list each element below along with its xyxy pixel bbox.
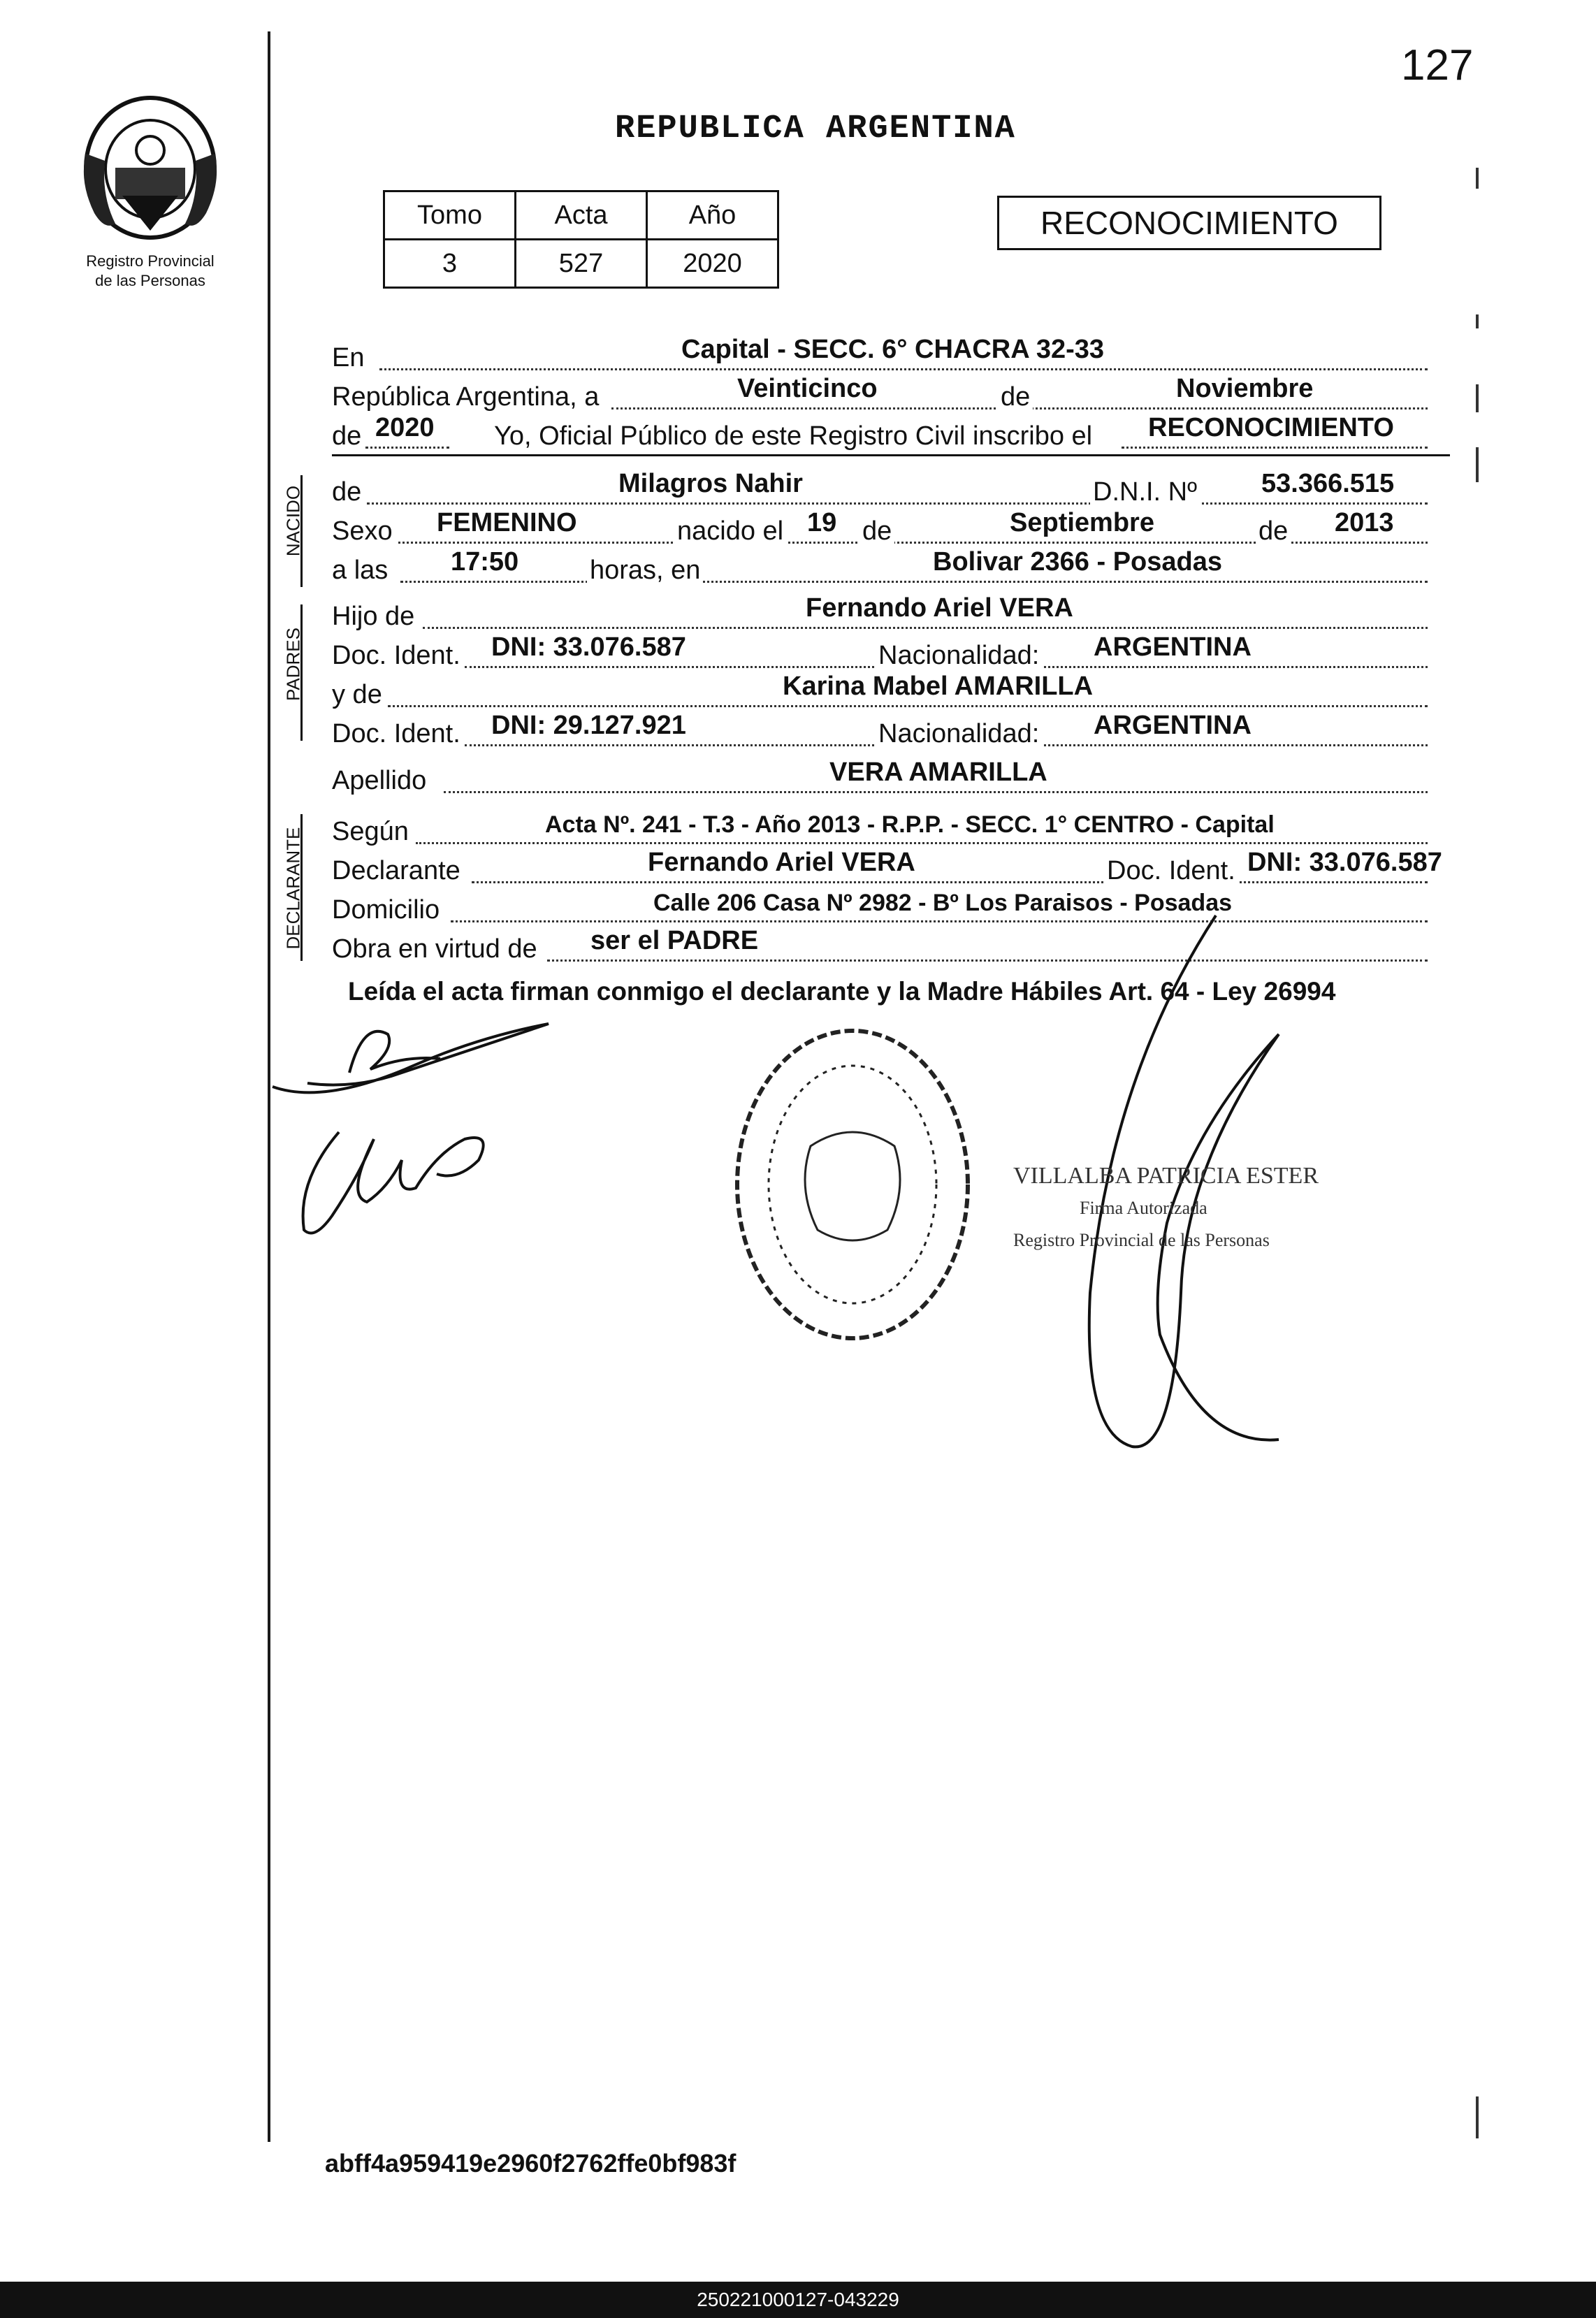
value-mother-nationality: ARGENTINA <box>1094 711 1252 740</box>
margin-dash <box>1476 314 1479 328</box>
value-sexo: FEMENINO <box>437 508 577 537</box>
margin-dash <box>1476 384 1479 412</box>
dotted-line <box>472 881 1428 883</box>
section-label-nacido: NACIDO <box>282 485 304 557</box>
value-birth-day: 19 <box>807 508 837 537</box>
value-month: Noviembre <box>1176 374 1314 403</box>
dotted-line <box>388 705 1428 707</box>
label-nacionalidad: Nacionalidad: <box>876 719 1042 749</box>
dotted-line <box>367 502 1428 505</box>
label-segun: Según <box>332 817 409 846</box>
value-inscribe: RECONOCIMIENTO <box>1148 413 1394 442</box>
value-domicilio: Calle 206 Casa Nº 2982 - Bº Los Paraisos - Posadas <box>653 890 1233 916</box>
row-date <box>332 375 1450 414</box>
official-round-stamp-icon <box>727 1020 978 1349</box>
value-year: 2020 <box>375 413 435 442</box>
label-nacionalidad: Nacionalidad: <box>876 641 1042 671</box>
section-label-padres: PADRES <box>282 628 304 701</box>
value-declarante: Fernando Ariel VERA <box>648 848 915 877</box>
dotted-line <box>400 581 1428 583</box>
row-mother-doc <box>332 711 1450 751</box>
office-caption <box>38 252 262 291</box>
registry-value-acta: 527 <box>516 240 647 288</box>
label-republica: República Argentina, a <box>332 382 600 412</box>
label-alas: a las <box>332 556 389 585</box>
label-obra: Obra en virtud de <box>332 934 537 964</box>
row-mother-name <box>332 672 1450 711</box>
registry-header-acta: Acta <box>516 191 647 240</box>
value-birth-place: Bolivar 2366 - Posadas <box>933 547 1222 577</box>
label-hijo: Hijo de <box>332 602 415 631</box>
dotted-line <box>379 368 1428 370</box>
row-officer <box>332 414 1450 453</box>
value-birth-year: 2013 <box>1335 508 1394 537</box>
row-declarante <box>332 848 1450 888</box>
officer-text: Yo, Oficial Público de este Registro Civil inscribo el <box>494 421 1093 451</box>
label-nacido: nacido el <box>674 516 786 546</box>
value-obra: ser el PADRE <box>590 926 759 955</box>
margin-dash <box>1476 447 1479 482</box>
value-location: Capital - SECC. 6° CHACRA 32-33 <box>681 335 1105 364</box>
label-declarante: Declarante <box>332 856 460 885</box>
label-horas: horas, en <box>587 556 703 586</box>
label-doc: Doc. Ident. <box>332 641 460 670</box>
row-en <box>332 335 1450 375</box>
value-day: Veinticinco <box>737 374 878 403</box>
officer-stamp-line3: Registro Provincial de las Personas <box>1013 1230 1270 1250</box>
label-de: de <box>332 477 362 507</box>
label-en: En <box>332 343 365 372</box>
row-apellido <box>332 758 1450 797</box>
margin-dash <box>1476 168 1479 189</box>
value-mother-doc: DNI: 29.127.921 <box>491 711 686 740</box>
registry-header-tomo: Tomo <box>384 191 516 240</box>
registry-value-ano: 2020 <box>647 240 778 288</box>
label-doc: Doc. Ident. <box>1104 856 1238 886</box>
row-nacido-name <box>332 470 1450 509</box>
office-line2: de las Personas <box>95 272 205 289</box>
label-year-prefix: de <box>332 421 362 451</box>
label-dni: D.N.I. Nº <box>1090 477 1200 507</box>
row-nacido-hora <box>332 548 1450 587</box>
signature-madre-icon <box>283 1111 507 1244</box>
officer-stamp <box>1013 1160 1319 1256</box>
value-child-dni: 53.366.515 <box>1261 469 1395 498</box>
value-birth-time: 17:50 <box>451 547 519 577</box>
value-father-doc: DNI: 33.076.587 <box>491 632 686 662</box>
label-de: de <box>998 382 1033 412</box>
value-child-name: Milagros Nahir <box>618 469 803 498</box>
label-doc: Doc. Ident. <box>332 719 460 748</box>
provincia-misiones-seal-icon <box>73 91 227 252</box>
page-number: 127 <box>1401 41 1474 89</box>
value-father-nationality: ARGENTINA <box>1094 632 1252 662</box>
closing-statement: Leída el acta firman conmigo el declarante y la Madre Hábiles Art. 64 - Ley 26994 <box>348 977 1336 1006</box>
registry-value-tomo: 3 <box>384 240 516 288</box>
margin-dash <box>1476 2096 1479 2138</box>
dotted-line <box>423 627 1428 629</box>
divider <box>332 454 1450 456</box>
dotted-line <box>416 842 1428 844</box>
officer-stamp-line2: Firma Autorizada <box>1080 1198 1207 1218</box>
value-declarante-doc: DNI: 33.076.587 <box>1247 848 1442 877</box>
office-line1: Registro Provincial <box>86 252 215 270</box>
footer-bar: 250221000127-043229 <box>0 2282 1596 2318</box>
officer-stamp-line1: VILLALBA PATRICIA ESTER <box>1013 1163 1319 1189</box>
label-yde: y de <box>332 680 382 709</box>
label-de: de <box>859 516 894 546</box>
act-type-box: RECONOCIMIENTO <box>997 196 1381 250</box>
registry-table <box>383 190 779 289</box>
value-segun: Acta Nº. 241 - T.3 - Año 2013 - R.P.P. - SECC. 1° CENTRO - Capital <box>545 811 1275 838</box>
row-segun <box>332 809 1450 848</box>
dotted-line <box>444 791 1428 793</box>
label-apellido: Apellido <box>332 766 427 795</box>
row-father-name <box>332 594 1450 633</box>
page-title: REPUBLICA ARGENTINA <box>615 110 1016 147</box>
label-domicilio: Domicilio <box>332 895 440 925</box>
value-mother-name: Karina Mabel AMARILLA <box>783 672 1094 701</box>
value-birth-month: Septiembre <box>1010 508 1154 537</box>
document-hash: abff4a959419e2960f2762ffe0bf983f <box>325 2149 737 2178</box>
value-father-name: Fernando Ariel VERA <box>806 593 1073 623</box>
dotted-line <box>1122 447 1428 449</box>
section-label-declarante: DECLARANTE <box>282 827 304 950</box>
value-apellido: VERA AMARILLA <box>829 758 1047 787</box>
registry-header-ano: Año <box>647 191 778 240</box>
row-nacido-sexo <box>332 509 1450 548</box>
label-sexo: Sexo <box>332 516 393 546</box>
dotted-line <box>365 447 449 449</box>
label-de: de <box>1256 516 1291 546</box>
signature-declarante-icon <box>266 1006 559 1104</box>
row-father-doc <box>332 633 1450 672</box>
